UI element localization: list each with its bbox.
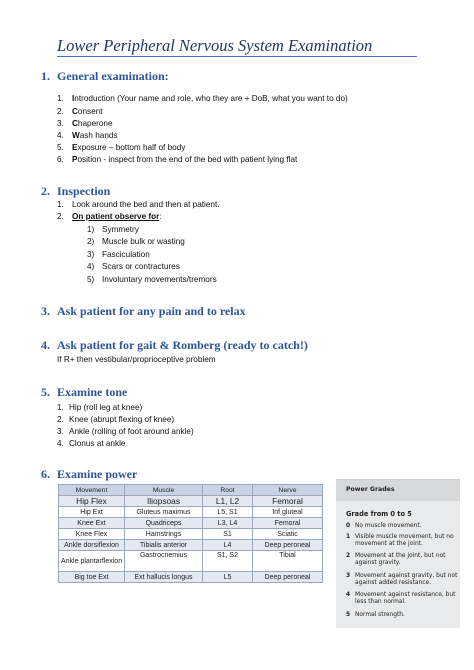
section-number: 6.: [41, 467, 50, 481]
table-cell: Quadriceps: [125, 518, 203, 529]
grade-text: No muscle movement.: [355, 523, 422, 529]
item-number: 1.: [57, 200, 64, 209]
grade-number: 4: [346, 592, 351, 598]
column-header: Movement: [59, 485, 125, 496]
item-number: 3): [87, 250, 95, 259]
table-cell: Sciatic: [253, 529, 323, 540]
table-cell: Inf gluteal: [253, 507, 323, 518]
grade-text: Normal strength.: [355, 612, 405, 618]
table-cell: Gastrocnemius: [125, 551, 203, 572]
item-rest: osition - inspect from the end of the bed with patient lying flat: [77, 155, 298, 164]
column-header: Root: [203, 485, 253, 496]
table-header-row: [59, 485, 323, 496]
item-initial: I: [72, 94, 75, 103]
item-number: 1): [87, 225, 95, 234]
table-cell: L4: [203, 540, 253, 551]
table-row: [59, 529, 323, 540]
section-number: 2.: [41, 184, 50, 198]
table-row: [59, 572, 323, 583]
item-number: 4): [87, 262, 95, 271]
item-initial: W: [72, 131, 80, 140]
item-initial: P: [72, 155, 78, 164]
gait-note: If R+ then vestibular/proprioceptive problem: [57, 355, 216, 364]
table-cell: L5, S1: [203, 507, 253, 518]
section-heading-general: [41, 69, 169, 84]
table-cell: Big toe Ext: [59, 572, 125, 583]
grade-number: 2: [346, 553, 351, 559]
page-title: Lower Peripheral Nervous System Examination: [57, 36, 373, 55]
item-emphasis: On patient observe for: [72, 212, 160, 221]
item-suffix: :: [159, 212, 162, 221]
item-text: Symmetry: [102, 225, 139, 234]
table-cell: Ankle dorsiflexion: [59, 540, 125, 551]
item-text: [72, 107, 103, 117]
item-number: 5): [87, 275, 95, 284]
table-cell: L5: [203, 572, 253, 583]
item-text: [72, 119, 113, 129]
table-cell: Femoral: [253, 496, 323, 507]
section-title: Examine tone: [57, 385, 128, 399]
item-number: 5.: [57, 143, 64, 152]
item-number: 3.: [57, 427, 64, 436]
table-cell: L3, L4: [203, 518, 253, 529]
table-cell: Hamstrings: [125, 529, 203, 540]
table-row: [59, 551, 323, 572]
item-rest: xposure – bottom half of body: [77, 143, 186, 152]
table-cell: S1, S2: [203, 551, 253, 572]
section-title: Inspection: [57, 184, 111, 198]
item-text: Ankle (rolling of foot around ankle): [69, 427, 194, 436]
power-grades-subtitle: Grade from 0 to 5: [346, 510, 412, 518]
table-cell: L1, L2: [203, 496, 253, 507]
grade-number: 0: [346, 523, 351, 529]
item-initial: C: [72, 107, 78, 116]
item-text: [72, 212, 162, 222]
table-cell: Tibialis anterior: [125, 540, 203, 551]
grade-number: 1: [346, 534, 351, 540]
section-number: 3.: [41, 304, 50, 318]
section-number: 5.: [41, 385, 50, 399]
power-grades-header: [336, 480, 460, 501]
section-title: Ask patient for gait & Romberg (ready to catch!): [57, 338, 308, 352]
item-number: 4.: [57, 131, 64, 140]
section-number: 1.: [41, 69, 50, 83]
section-heading-inspection: [41, 184, 110, 199]
table-cell: Hip Ext: [59, 507, 125, 518]
section-heading-power: [41, 467, 137, 482]
table-cell: Hip Flex: [59, 496, 125, 507]
table-cell: Knee Ext: [59, 518, 125, 529]
section-title: General examination:: [57, 69, 169, 83]
item-text: Knee (abrupt flexing of knee): [69, 415, 175, 424]
item-number: 1.: [57, 94, 64, 103]
table-row: [59, 507, 323, 518]
section-heading-gait: [41, 338, 308, 353]
item-text: Scars or contractures: [102, 262, 180, 271]
item-rest: ash hands: [79, 131, 118, 140]
table-cell: Deep peroneal: [253, 540, 323, 551]
table-cell: S1: [203, 529, 253, 540]
table-cell: Knee Flex: [59, 529, 125, 540]
column-header: Nerve: [253, 485, 323, 496]
grade-text: Movement against gravity, but not against added resistance.: [355, 573, 458, 587]
column-header: Muscle: [125, 485, 203, 496]
table-cell: Deep peroneal: [253, 572, 323, 583]
power-grades-title: Power Grades: [346, 486, 395, 493]
item-text: Muscle bulk or wasting: [102, 237, 185, 246]
title-underline: [57, 56, 417, 57]
item-text: Fasciculation: [102, 250, 150, 259]
table-cell: Ext hallucis longus: [125, 572, 203, 583]
section-title: Examine power: [57, 467, 138, 481]
table-row: [59, 496, 323, 507]
item-text: Look around the bed and then at patient.: [72, 200, 220, 209]
power-table: [58, 484, 323, 583]
item-text: [72, 131, 118, 141]
grade-text: Visible muscle movement, but no movement at the joint.: [355, 534, 454, 548]
item-text: [72, 94, 348, 104]
item-number: 3.: [57, 119, 64, 128]
section-heading-pain: [41, 304, 246, 319]
item-initial: E: [72, 143, 78, 152]
item-number: 2.: [57, 212, 64, 221]
item-number: 1.: [57, 403, 64, 412]
item-number: 4.: [57, 439, 64, 448]
section-title: Ask patient for any pain and to relax: [57, 304, 246, 318]
power-grades-box: [336, 479, 460, 628]
item-rest: onsent: [77, 107, 103, 116]
table-row: [59, 540, 323, 551]
table-cell: Tibial: [253, 551, 323, 572]
item-rest: ntroduction (Your name and role, who they are + DoB, what you want to do): [74, 94, 348, 103]
grade-text: Movement at the joint, but not against gravity.: [355, 553, 446, 567]
table-cell: Femoral: [253, 518, 323, 529]
section-number: 4.: [41, 338, 50, 352]
item-number: 2.: [57, 107, 64, 116]
item-number: 2): [87, 237, 95, 246]
item-text: Clonus at ankle: [69, 439, 126, 448]
item-rest: haperone: [77, 119, 113, 128]
table-row: [59, 518, 323, 529]
item-text: Involuntary movements/tremors: [102, 275, 217, 284]
grade-number: 5: [346, 612, 351, 618]
grade-number: 3: [346, 573, 351, 579]
item-text: [72, 143, 185, 153]
item-number: 2.: [57, 415, 64, 424]
section-heading-tone: [41, 385, 127, 400]
grade-text: Movement against resistance, but less than normal.: [355, 592, 456, 606]
item-text: [72, 155, 297, 165]
item-text: Hip (roll leg at knee): [69, 403, 143, 412]
item-initial: C: [72, 119, 78, 128]
table-cell: Gluteus maximus: [125, 507, 203, 518]
table-cell: Iliopsoas: [125, 496, 203, 507]
table-cell: Ankle plantarflexion: [59, 551, 125, 572]
item-number: 6.: [57, 155, 64, 164]
